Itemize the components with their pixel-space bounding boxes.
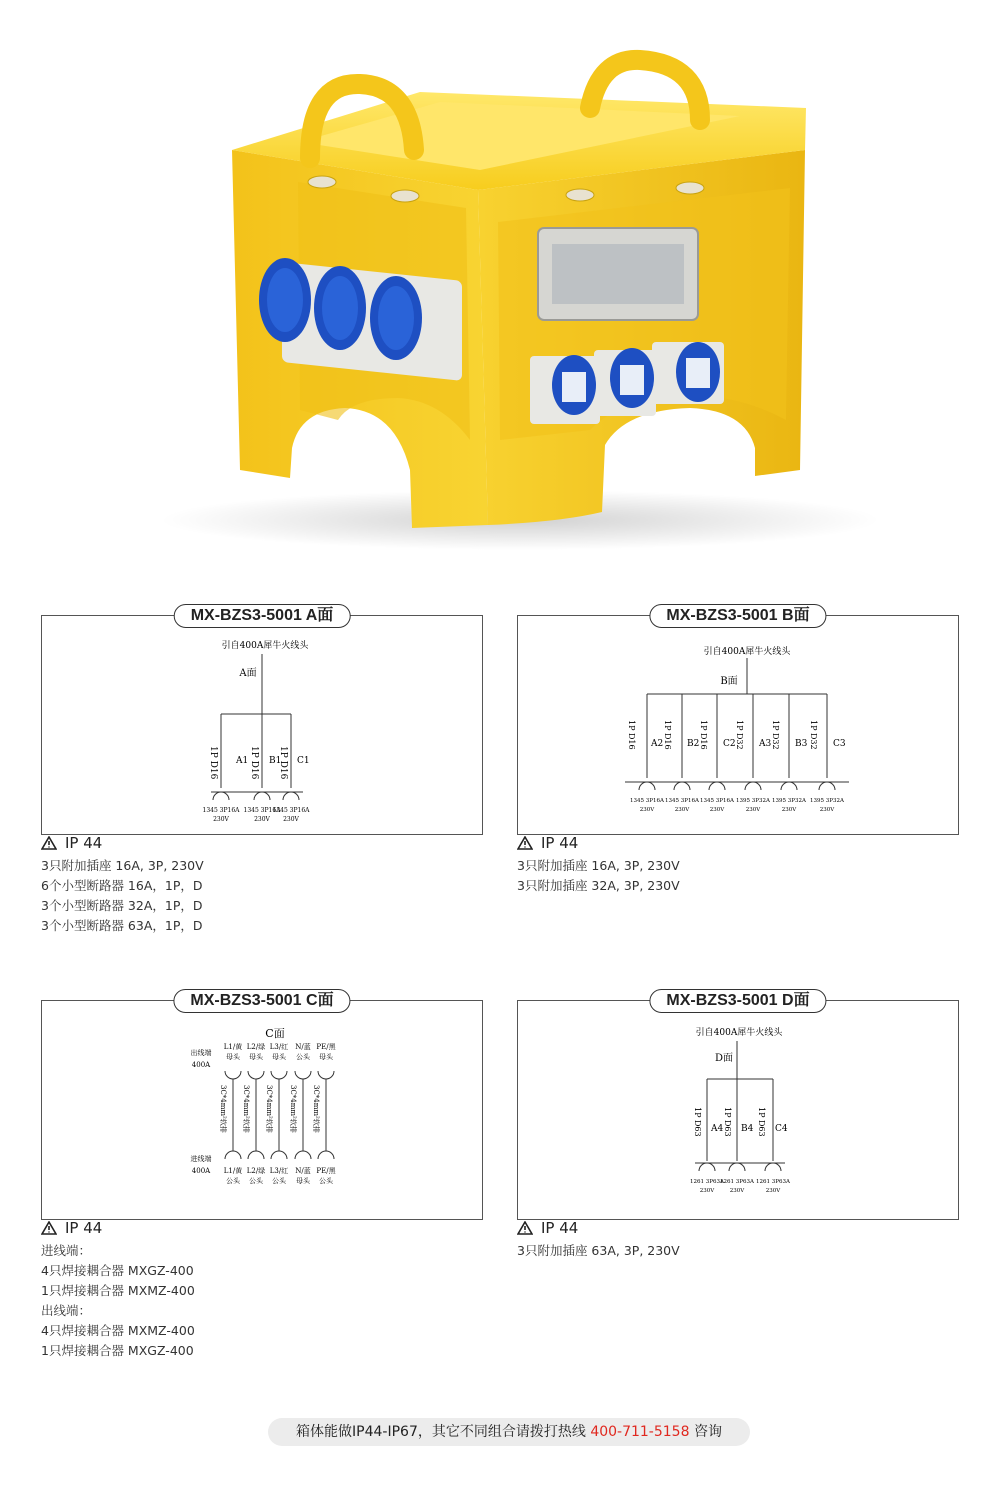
hotline-text: 箱体能做IP44-IP67，其它不同组合请拨打热线 [296,1424,591,1440]
svg-text:公头: 公头 [296,1053,310,1061]
panel-title: MX-BZS3-5001 B面 [649,604,826,628]
voltage-label: 230V [765,1188,781,1194]
svg-text:公头: 公头 [249,1177,263,1185]
branch-c1 [278,746,310,780]
breaker-label: 1P D32 [735,720,744,750]
spec-item: 4只焊接耦合器 MXGZ-400 [41,1263,194,1278]
svg-text:3C*4mm²软排: 3C*4mm²软排 [242,1085,250,1133]
panel-title: MX-BZS3-5001 D面 [649,989,826,1013]
spec-item: 3只附加插座 32A, 3P, 230V [517,878,680,893]
branch-name: C1 [297,756,310,766]
svg-text:母头: 母头 [249,1053,263,1061]
voltage-label: 230V [729,1188,745,1194]
socket-label: 1345 3P16A [272,807,310,814]
svg-text:3C*4mm²软排: 3C*4mm²软排 [219,1085,227,1133]
distribution-box-illustration [0,0,1000,560]
breaker-label: 1P D32 [809,720,818,750]
breaker-label: 1P D16 [278,746,288,780]
spec-item: 3个小型断路器 32A，1P，D [41,898,203,913]
branch-name: A3 [759,739,772,749]
source-label: 引自400A犀牛火线头 [221,641,309,651]
wiring-diagram-d [517,1013,959,1223]
ip-label: IP 44 [541,1219,579,1237]
wiring-diagram-c [41,1013,483,1223]
socket-label: 1345 3P16A [700,798,734,804]
ip-rating [517,1219,578,1237]
socket-label: 1261 3P63A [720,1179,754,1185]
branch-name: B2 [687,739,700,749]
face-label: B面 [720,676,738,687]
ip-label: IP 44 [65,834,103,852]
svg-text:公头: 公头 [272,1177,286,1185]
voltage-label: 230V [819,807,835,813]
wiring-diagram-b [517,628,959,838]
spec-list [41,1241,195,1361]
spec-item: 1只焊接耦合器 MXMZ-400 [41,1283,195,1298]
svg-text:3C*4mm²软排: 3C*4mm²软排 [265,1085,273,1133]
panel-title: MX-BZS3-5001 C面 [173,989,350,1013]
socket-label: 1345 3P16A [630,798,664,804]
spec-list [41,856,204,936]
hotline-banner [268,1418,750,1446]
rating-label: 400A [191,1061,211,1069]
svg-text:L1/黄: L1/黄 [223,1043,243,1051]
source-label: 引自400A犀牛火线头 [695,1028,783,1038]
rating-label: 400A [191,1167,211,1175]
out-label: 出线端 [190,1049,212,1057]
spec-item: 1只焊接耦合器 MXGZ-400 [41,1343,194,1358]
branch-name: C4 [775,1124,788,1134]
spec-list [517,1241,680,1261]
product-image [0,0,1000,560]
breaker-label: 1P D32 [771,720,780,750]
voltage-label: 230V [781,807,797,813]
svg-text:N/蓝: N/蓝 [295,1043,311,1051]
svg-text:母头: 母头 [226,1053,240,1061]
panel-title: MX-BZS3-5001 A面 [174,604,351,628]
breaker-label: 1P D16 [699,720,708,750]
svg-text:母头: 母头 [296,1177,310,1185]
svg-text:PE/黑: PE/黑 [316,1043,336,1051]
warning-icon [517,836,533,850]
socket-label: 1345 3P16A [243,807,281,814]
svg-text:L2/绿: L2/绿 [246,1167,266,1175]
face-label: C面 [265,1027,285,1040]
socket-label: 1261 3P63A [690,1179,724,1185]
ip-label: IP 44 [541,834,579,852]
ip-label: IP 44 [65,1219,103,1237]
svg-text:3C*4mm²软排: 3C*4mm²软排 [289,1085,297,1133]
voltage-label: 230V [745,807,761,813]
svg-text:PE/黑: PE/黑 [316,1167,336,1175]
breaker-label: 1P D63 [693,1107,702,1137]
svg-text:3C*4mm²软排: 3C*4mm²软排 [312,1085,320,1133]
voltage-label: 230V [639,807,655,813]
socket-label: 1395 3P32A [772,798,806,804]
breaker-label: 1P D16 [249,746,259,780]
voltage-label: 230V [213,816,229,823]
spec-item: 3只附加插座 63A, 3P, 230V [517,1243,680,1258]
socket-label: 1261 3P63A [756,1179,790,1185]
svg-text:L3/红: L3/红 [269,1167,289,1175]
face-label: A面 [239,668,257,679]
spec-item: 3只附加插座 16A, 3P, 230V [517,858,680,873]
voltage-label: 230V [709,807,725,813]
source-label: 引自400A犀牛火线头 [703,647,791,657]
breaker-label: 1P D63 [723,1107,732,1137]
branch-name: B4 [741,1124,754,1134]
branch-name: C3 [833,739,846,749]
face-label: D面 [714,1053,734,1064]
branch-b1 [249,746,281,780]
svg-text:公头: 公头 [319,1177,333,1185]
voltage-label: 230V [699,1188,715,1194]
spec-item: 4只焊接耦合器 MXMZ-400 [41,1323,195,1338]
ip-rating [517,834,578,852]
svg-text:母头: 母头 [319,1053,333,1061]
breaker-label: 1P D16 [663,720,672,750]
svg-text:公头: 公头 [226,1177,240,1185]
ip-rating [41,834,102,852]
svg-text:母头: 母头 [272,1053,286,1061]
spec-item: 进线端： [41,1243,92,1258]
breaker-label: 1P D16 [208,746,218,780]
branch-name: B3 [795,739,808,749]
svg-text:L1/黄: L1/黄 [223,1167,243,1175]
spec-item: 3只附加插座 16A, 3P, 230V [41,858,204,873]
branch-name: B1 [269,756,282,766]
branch-name: A4 [711,1124,724,1134]
svg-text:N/蓝: N/蓝 [295,1167,311,1175]
wiring-diagram-a [41,628,483,838]
hotline-phone[interactable]: 400-711-5158 [590,1424,690,1440]
in-label: 进线端 [190,1155,212,1163]
hotline-suffix: 咨询 [689,1424,722,1440]
spec-item: 出线端： [41,1303,92,1318]
socket-label: 1395 3P32A [810,798,844,804]
svg-text:L3/红: L3/红 [269,1043,289,1051]
voltage-label: 230V [674,807,690,813]
spec-item: 6个小型断路器 16A，1P，D [41,878,203,893]
spec-item: 3个小型断路器 63A，1P，D [41,918,203,933]
branch-name: A1 [236,756,249,766]
socket-label: 1395 3P32A [736,798,770,804]
svg-text:L2/绿: L2/绿 [246,1043,266,1051]
ip-rating [41,1219,102,1237]
breaker-label: 1P D16 [627,720,636,750]
branch-a1 [208,746,248,780]
spec-list [517,856,680,896]
voltage-label: 230V [254,816,270,823]
branch-name: A2 [651,739,664,749]
branch-name: C2 [723,739,736,749]
voltage-label: 230V [283,816,299,823]
socket-label: 1345 3P16A [202,807,240,814]
breaker-label: 1P D63 [757,1107,766,1137]
warning-icon [517,1221,533,1235]
warning-icon [41,1221,57,1235]
warning-icon [41,836,57,850]
socket-label: 1345 3P16A [665,798,699,804]
